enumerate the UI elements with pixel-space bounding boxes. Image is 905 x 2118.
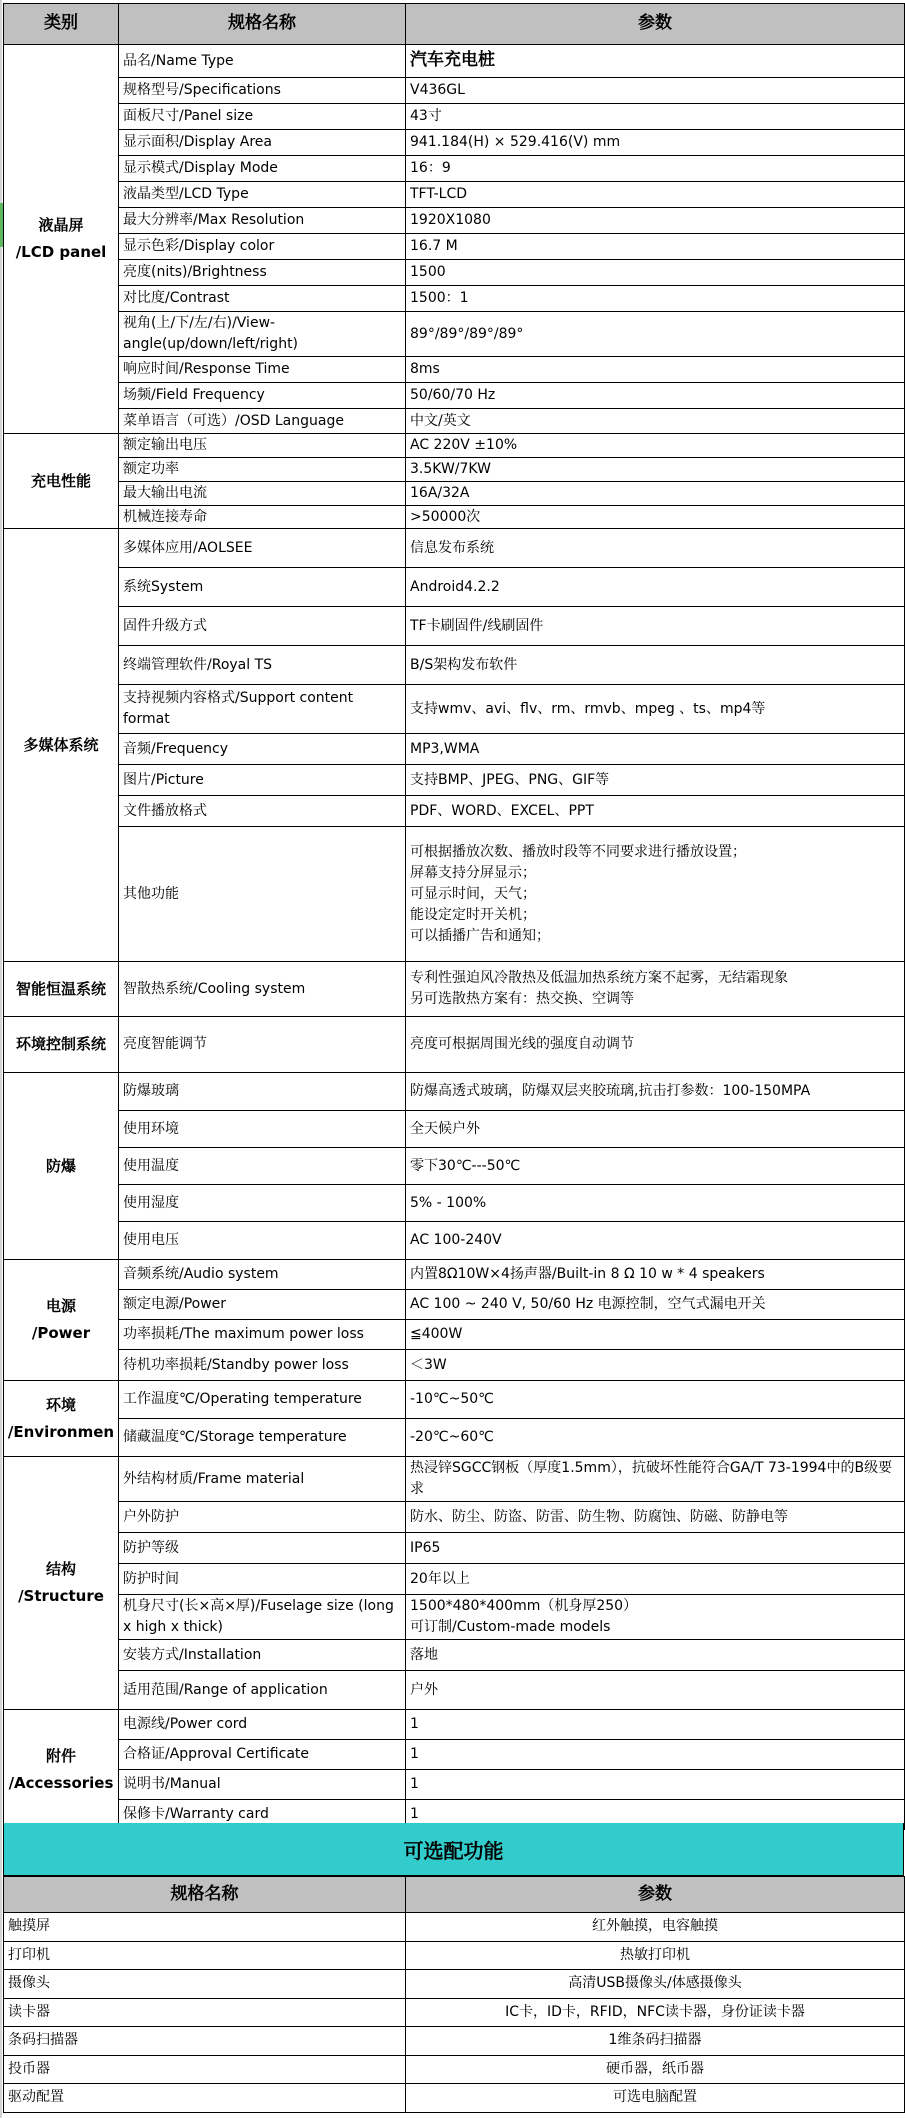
- spec-row: [4, 1770, 905, 1800]
- category-label: 充电性能: [30, 471, 91, 490]
- optional-row: [4, 1998, 905, 2027]
- spec-value-line: 1500*480*400mm（机身厚250）: [410, 1598, 638, 1614]
- spec-row: [4, 1185, 905, 1222]
- spec-row: [4, 1260, 905, 1290]
- spec-row: [4, 156, 905, 182]
- spec-row: [4, 130, 905, 156]
- spec-value: TF卡刷固件/线刷固件: [406, 607, 905, 646]
- category-cell: [4, 529, 119, 962]
- spec-name: 菜单语言（可选）/OSD Language: [119, 409, 406, 434]
- spec-row: [4, 286, 905, 312]
- spec-value: 1500：1: [406, 286, 905, 312]
- spec-value: 16：9: [406, 156, 905, 182]
- spec-row: [4, 646, 905, 685]
- spec-name: 说明书/Manual: [119, 1770, 406, 1800]
- spec-value: 户外: [406, 1671, 905, 1710]
- spec-row: [4, 685, 905, 734]
- header-name: 规格名称: [119, 4, 406, 45]
- spec-value: -20℃~60℃: [406, 1419, 905, 1457]
- spec-value-line: 专利性强迫风冷散热及低温加热系统方案不起雾，无结霜现象: [410, 970, 788, 986]
- spec-row: [4, 827, 905, 962]
- optional-table: [3, 1876, 905, 2113]
- spec-row: [4, 78, 905, 104]
- spec-header-row: [4, 4, 905, 45]
- spec-value: 1: [406, 1740, 905, 1770]
- spec-name: 防爆玻璃: [119, 1073, 406, 1111]
- category-cell: [4, 1381, 119, 1457]
- spec-value: 5% - 100%: [406, 1185, 905, 1222]
- spec-value: [406, 827, 905, 962]
- spec-value: TFT-LCD: [406, 182, 905, 208]
- spec-value: 43寸: [406, 104, 905, 130]
- optional-value: 高清USB摄像头/体感摄像头: [406, 1970, 905, 1999]
- spec-value: AC 100 ~ 240 V, 50/60 Hz 电源控制，空气式漏电开关: [406, 1290, 905, 1320]
- spec-name: 亮度(nits)/Brightness: [119, 260, 406, 286]
- spec-row: [4, 1457, 905, 1502]
- optional-value: 可选电脑配置: [406, 2084, 905, 2113]
- category-cell: [4, 962, 119, 1017]
- optional-row: [4, 1913, 905, 1942]
- spec-row: [4, 1595, 905, 1640]
- spec-row: [4, 796, 905, 827]
- optional-value: 1维条码扫描器: [406, 2027, 905, 2056]
- spec-name: 防护时间: [119, 1564, 406, 1595]
- spec-row: [4, 506, 905, 529]
- spec-name: 场频/Field Frequency: [119, 383, 406, 409]
- spec-name: 电源线/Power cord: [119, 1710, 406, 1740]
- spec-value-line: 可订制/Custom-made models: [410, 1619, 611, 1635]
- spec-name: 工作温度℃/Operating temperature: [119, 1381, 406, 1419]
- spec-row: [4, 208, 905, 234]
- optional-section-title: 可选配功能: [3, 1823, 904, 1876]
- spec-row: [4, 458, 905, 482]
- spec-value: >50000次: [406, 506, 905, 529]
- spec-name: 额定电源/Power: [119, 1290, 406, 1320]
- optional-name: 摄像头: [4, 1970, 406, 1999]
- spec-name: 显示色彩/Display color: [119, 234, 406, 260]
- spec-name: 固件升级方式: [119, 607, 406, 646]
- optional-name: 驱动配置: [4, 2084, 406, 2113]
- spec-name: 额定功率: [119, 458, 406, 482]
- category-label: 多媒体系统: [23, 735, 99, 754]
- spec-row: [4, 260, 905, 286]
- spec-name: 合格证/Approval Certificate: [119, 1740, 406, 1770]
- optional-row: [4, 2084, 905, 2113]
- spec-row: [4, 1320, 905, 1350]
- spec-name: 视角(上/下/左/右)/View-angle(up/down/left/right): [119, 312, 406, 357]
- spec-row: [4, 1671, 905, 1710]
- spec-value: 1500: [406, 260, 905, 286]
- spec-value: [406, 1595, 905, 1640]
- spec-name: 使用环境: [119, 1111, 406, 1148]
- spec-name: 最大输出电流: [119, 482, 406, 506]
- spec-name: 文件播放格式: [119, 796, 406, 827]
- spec-value: B/S架构发布软件: [406, 646, 905, 685]
- category-label: 环境: [45, 1395, 76, 1414]
- optional-value: 红外触摸，电容触摸: [406, 1913, 905, 1942]
- spec-name: 图片/Picture: [119, 765, 406, 796]
- spec-name: 保修卡/Warranty card: [119, 1800, 406, 1830]
- category-label: /Environmen: [7, 1422, 115, 1441]
- category-cell: [4, 1710, 119, 1830]
- spec-value: 1: [406, 1770, 905, 1800]
- spec-value: ＜3W: [406, 1350, 905, 1381]
- spec-value-line: 可显示时间，天气；: [410, 885, 536, 902]
- category-cell: [4, 1260, 119, 1381]
- spec-value-line: 另可选散热方案有：热交换、空调等: [410, 991, 634, 1007]
- spec-name: 亮度智能调节: [119, 1017, 406, 1073]
- spec-row: [4, 45, 905, 78]
- spec-name: 最大分辨率/Max Resolution: [119, 208, 406, 234]
- spec-row: [4, 1017, 905, 1073]
- spec-value: 1: [406, 1710, 905, 1740]
- spec-name: 系统System: [119, 568, 406, 607]
- spec-name: 使用温度: [119, 1148, 406, 1185]
- spec-value: 1: [406, 1800, 905, 1830]
- spec-name: 品名/Name Type: [119, 45, 406, 78]
- spec-value: 16.7 M: [406, 234, 905, 260]
- spec-name: 支持视频内容格式/Support content format: [119, 685, 406, 734]
- spec-value: 零下30℃---50℃: [406, 1148, 905, 1185]
- spec-table: [3, 3, 905, 1830]
- category-cell: [4, 45, 119, 434]
- spec-row: [4, 1533, 905, 1564]
- spec-row: [4, 383, 905, 409]
- row-header-gutter: [0, 0, 2, 2118]
- optional-name: 投币器: [4, 2055, 406, 2084]
- category-cell: [4, 1073, 119, 1260]
- spec-name: 储藏温度℃/Storage temperature: [119, 1419, 406, 1457]
- spec-name: 防护等级: [119, 1533, 406, 1564]
- spec-row: [4, 104, 905, 130]
- spec-name: 待机功率损耗/Standby power loss: [119, 1350, 406, 1381]
- spec-row: [4, 409, 905, 434]
- spec-value: 中文/英文: [406, 409, 905, 434]
- category-label: /Structure: [18, 1587, 104, 1605]
- category-label: 防爆: [45, 1156, 76, 1175]
- spec-row: [4, 765, 905, 796]
- optional-value: 热敏打印机: [406, 1941, 905, 1970]
- spec-name: 功率损耗/The maximum power loss: [119, 1320, 406, 1350]
- spec-name: 面板尺寸/Panel size: [119, 104, 406, 130]
- spec-name: 智散热系统/Cooling system: [119, 962, 406, 1017]
- spec-value: 941.184(H) × 529.416(V) mm: [406, 130, 905, 156]
- spec-value: IP65: [406, 1533, 905, 1564]
- spec-row: [4, 1419, 905, 1457]
- spec-body: [4, 45, 905, 1830]
- spec-row: [4, 962, 905, 1017]
- optional-name: 触摸屏: [4, 1913, 406, 1942]
- spec-name: 液晶类型/LCD Type: [119, 182, 406, 208]
- spec-row: [4, 529, 905, 568]
- spec-value: [406, 962, 905, 1017]
- spec-name: 响应时间/Response Time: [119, 357, 406, 383]
- spec-row: [4, 568, 905, 607]
- spec-row: [4, 1640, 905, 1671]
- spec-value: MP3,WMA: [406, 734, 905, 765]
- category-cell: [4, 1457, 119, 1710]
- spec-row: [4, 357, 905, 383]
- spec-value: 支持wmv、avi、flv、rm、rmvb、mpeg 、ts、mp4等: [406, 685, 905, 734]
- spec-row: [4, 1148, 905, 1185]
- spec-value: V436GL: [406, 78, 905, 104]
- spec-row: [4, 1350, 905, 1381]
- spec-value: AC 220V ±10%: [406, 434, 905, 458]
- spec-value: 全天候户外: [406, 1111, 905, 1148]
- spec-value: 亮度可根据周围光线的强度自动调节: [406, 1017, 905, 1073]
- spec-value: 3.5KW/7KW: [406, 458, 905, 482]
- category-label: /Accessories: [8, 1773, 114, 1792]
- spec-name: 规格型号/Specifications: [119, 78, 406, 104]
- spec-value-line: 能设定定时开关机；: [410, 906, 536, 923]
- spec-value: 汽车充电桩: [406, 45, 905, 78]
- optional-name: 打印机: [4, 1941, 406, 1970]
- optional-header-name: 规格名称: [4, 1877, 406, 1913]
- category-label: 环境控制系统: [15, 1035, 106, 1053]
- category-cell: [4, 1017, 119, 1073]
- spec-row: [4, 607, 905, 646]
- optional-value: 硬币器，纸币器: [406, 2055, 905, 2084]
- spec-row: [4, 734, 905, 765]
- spec-value: 内置8Ω10W×4扬声器/Built-in 8 Ω 10 w * 4 speakers: [406, 1260, 905, 1290]
- optional-name: 条码扫描器: [4, 2027, 406, 2056]
- header-value: 参数: [406, 4, 905, 45]
- spec-value: 防水、防尘、防盗、防雷、防生物、防腐蚀、防磁、防静电等: [406, 1502, 905, 1533]
- category-label: /LCD panel: [15, 243, 107, 261]
- spec-value: 信息发布系统: [406, 529, 905, 568]
- spec-row: [4, 1564, 905, 1595]
- spec-value-line: 可以插播广告和通知；: [410, 927, 550, 944]
- spec-name: 多媒体应用/AOLSEE: [119, 529, 406, 568]
- spec-row: [4, 1222, 905, 1260]
- optional-body: [4, 1913, 905, 2113]
- optional-value: IC卡，ID卡，RFID，NFC读卡器，身份证读卡器: [406, 1998, 905, 2027]
- spec-name: 安装方式/Installation: [119, 1640, 406, 1671]
- spec-value: AC 100-240V: [406, 1222, 905, 1260]
- spec-name: 终端管理软件/Royal TS: [119, 646, 406, 685]
- spec-row: [4, 434, 905, 458]
- spec-value: 8ms: [406, 357, 905, 383]
- category-label: 电源: [45, 1297, 76, 1315]
- spec-value: 热浸锌SGCC钢板（厚度1.5mm），抗破坏性能符合GA/T 73-1994中的B级要求: [406, 1457, 905, 1502]
- spec-name: 适用范围/Range of application: [119, 1671, 406, 1710]
- spec-value: -10℃~50℃: [406, 1381, 905, 1419]
- spec-name: 显示模式/Display Mode: [119, 156, 406, 182]
- category-label: 结构: [45, 1560, 76, 1578]
- spec-value: 1920X1080: [406, 208, 905, 234]
- spec-name: 显示面积/Display Area: [119, 130, 406, 156]
- optional-header-value: 参数: [406, 1877, 905, 1913]
- spec-value: ≦400W: [406, 1320, 905, 1350]
- spec-value: 防爆高透式玻璃，防爆双层夹胶琉璃,抗击打参数：100-150MPA: [406, 1073, 905, 1111]
- spec-name: 音频/Frequency: [119, 734, 406, 765]
- spec-value: 50/60/70 Hz: [406, 383, 905, 409]
- spec-name: 机身尺寸(长×高×厚)/Fuselage size (long x high x thick): [119, 1595, 406, 1640]
- optional-row: [4, 1941, 905, 1970]
- spec-name: 户外防护: [119, 1502, 406, 1533]
- spec-value-line: 可根据播放次数、播放时段等不同要求进行播放设置；: [410, 843, 746, 860]
- spec-row: [4, 1502, 905, 1533]
- spec-row: [4, 1710, 905, 1740]
- spec-name: 额定输出电压: [119, 434, 406, 458]
- spec-value: 支持BMP、JPEG、PNG、GIF等: [406, 765, 905, 796]
- optional-header-row: [4, 1877, 905, 1913]
- spec-row: [4, 1740, 905, 1770]
- spec-name: 机械连接寿命: [119, 506, 406, 529]
- category-label: 智能恒温系统: [15, 979, 106, 998]
- header-category: 类别: [4, 4, 119, 45]
- spec-name: 音频系统/Audio system: [119, 1260, 406, 1290]
- spec-row: [4, 1073, 905, 1111]
- spec-value: PDF、WORD、EXCEL、PPT: [406, 796, 905, 827]
- spec-name: 使用湿度: [119, 1185, 406, 1222]
- spec-row: [4, 1381, 905, 1419]
- spec-row: [4, 1111, 905, 1148]
- spec-name: 对比度/Contrast: [119, 286, 406, 312]
- category-label: 附件: [45, 1746, 76, 1765]
- spec-value: 20年以上: [406, 1564, 905, 1595]
- spec-row: [4, 234, 905, 260]
- category-label: 液晶屏: [38, 216, 84, 234]
- spec-name: 外结构材质/Frame material: [119, 1457, 406, 1502]
- category-label: /Power: [31, 1324, 91, 1342]
- optional-row: [4, 2027, 905, 2056]
- category-cell: [4, 434, 119, 529]
- spec-value: Android4.2.2: [406, 568, 905, 607]
- spec-row: [4, 482, 905, 506]
- spec-value: 落地: [406, 1640, 905, 1671]
- spec-value-line: 屏幕支持分屏显示；: [410, 864, 536, 881]
- spec-row: [4, 312, 905, 357]
- spec-row: [4, 182, 905, 208]
- spec-name: 使用电压: [119, 1222, 406, 1260]
- spec-row: [4, 1290, 905, 1320]
- optional-name: 读卡器: [4, 1998, 406, 2027]
- spec-name: 其他功能: [119, 827, 406, 962]
- optional-row: [4, 1970, 905, 1999]
- spec-value: 16A/32A: [406, 482, 905, 506]
- spec-value: 89°/89°/89°/89°: [406, 312, 905, 357]
- optional-row: [4, 2055, 905, 2084]
